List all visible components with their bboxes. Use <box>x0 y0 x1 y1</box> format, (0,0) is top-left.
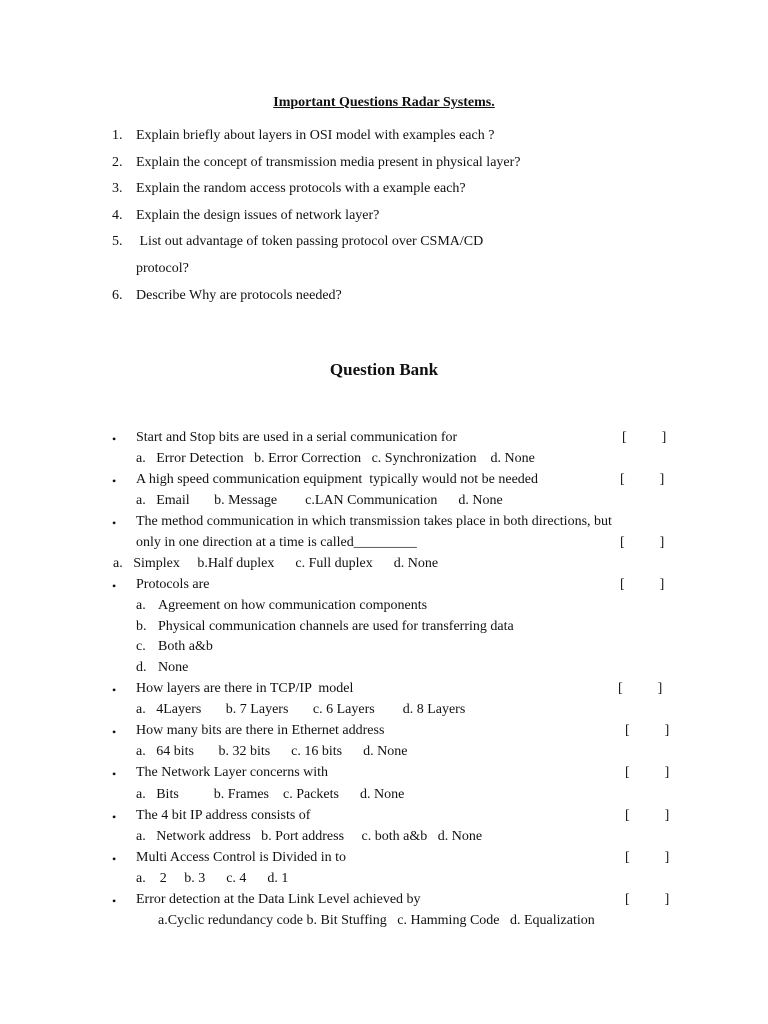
bullet: • <box>112 894 117 908</box>
bullet: • <box>112 516 117 530</box>
option-label: c. <box>136 639 146 654</box>
answer-bracket: [ ] <box>625 808 670 823</box>
option-text: Physical communication channels are used for transferring data <box>158 619 514 634</box>
question-number: 6. <box>112 288 123 303</box>
bullet: • <box>112 474 117 488</box>
mcq-options: a. Simplex b.Half duplex c. Full duplex d. None <box>113 556 439 571</box>
mcq-options: a.Cyclic redundancy code b. Bit Stuffing c. Hamming Code d. Equalization <box>158 913 595 928</box>
answer-bracket: [ ] <box>625 892 670 907</box>
question-text: Explain the design issues of network layer? <box>136 208 380 223</box>
question-number: 4. <box>112 208 123 223</box>
question-number: 5. <box>112 234 123 249</box>
mcq-question: How layers are there in TCP/IP model <box>136 681 354 696</box>
mcq-options: a. Email b. Message c.LAN Communication d. None <box>136 493 503 508</box>
mcq-options: a. 64 bits b. 32 bits c. 16 bits d. None <box>136 744 408 759</box>
mcq-question-continued: only in one direction at a time is called_________ <box>136 535 417 550</box>
answer-bracket: [ ] <box>620 472 665 487</box>
question-number: 1. <box>112 128 123 143</box>
option-text: Agreement on how communication components <box>158 598 428 613</box>
answer-bracket: [ ] <box>625 850 670 865</box>
bullet: • <box>112 683 117 697</box>
mcq-question: The 4 bit IP address consists of <box>136 808 311 823</box>
bullet: • <box>112 852 117 866</box>
answer-bracket: [ ] <box>618 681 663 696</box>
question-bank-title: Question Bank <box>329 360 439 379</box>
mcq-options: a. 4Layers b. 7 Layers c. 6 Layers d. 8 Layers <box>136 702 466 717</box>
mcq-question: How many bits are there in Ethernet address <box>136 723 385 738</box>
question-text: Explain the concept of transmission media present in physical layer? <box>136 155 521 170</box>
mcq-question: A high speed communication equipment typically would not be needed <box>136 472 539 487</box>
mcq-question: Multi Access Control is Divided in to <box>136 850 346 865</box>
mcq-question: The Network Layer concerns with <box>136 765 329 780</box>
answer-bracket: [ ] <box>625 723 670 738</box>
option-text: Both a&b <box>158 639 213 654</box>
question-text-continued: protocol? <box>136 261 189 276</box>
bullet: • <box>112 725 117 739</box>
option-label: d. <box>136 660 147 675</box>
mcq-question: The method communication in which transmission takes place in both directions, but <box>136 514 612 529</box>
option-label: b. <box>136 619 147 634</box>
answer-bracket: [ ] <box>622 430 667 445</box>
mcq-options: a. Error Detection b. Error Correction c. Synchronization d. None <box>136 451 535 466</box>
bullet: • <box>112 767 117 781</box>
question-number: 2. <box>112 155 123 170</box>
question-text: Explain the random access protocols with a example each? <box>136 181 466 196</box>
answer-bracket: [ ] <box>620 535 665 550</box>
answer-bracket: [ ] <box>620 577 665 592</box>
question-text: Describe Why are protocols needed? <box>136 288 342 303</box>
option-label: a. <box>136 598 146 613</box>
bullet: • <box>112 810 117 824</box>
document-title: Important Questions Radar Systems. <box>273 95 495 110</box>
mcq-options: a. Bits b. Frames c. Packets d. None <box>136 787 405 802</box>
question-number: 3. <box>112 181 123 196</box>
mcq-options: a. Network address b. Port address c. both a&b d. None <box>136 829 483 844</box>
question-text: List out advantage of token passing protocol over CSMA/CD <box>136 234 484 249</box>
answer-bracket: [ ] <box>625 765 670 780</box>
bullet: • <box>112 579 117 593</box>
bullet: • <box>112 432 117 446</box>
question-text: Explain briefly about layers in OSI model with examples each ? <box>136 128 495 143</box>
mcq-question: Start and Stop bits are used in a serial communication for <box>136 430 458 445</box>
option-text: None <box>158 660 189 675</box>
mcq-question: Protocols are <box>136 577 210 592</box>
mcq-options: a. 2 b. 3 c. 4 d. 1 <box>136 871 289 886</box>
mcq-question: Error detection at the Data Link Level achieved by <box>136 892 421 907</box>
